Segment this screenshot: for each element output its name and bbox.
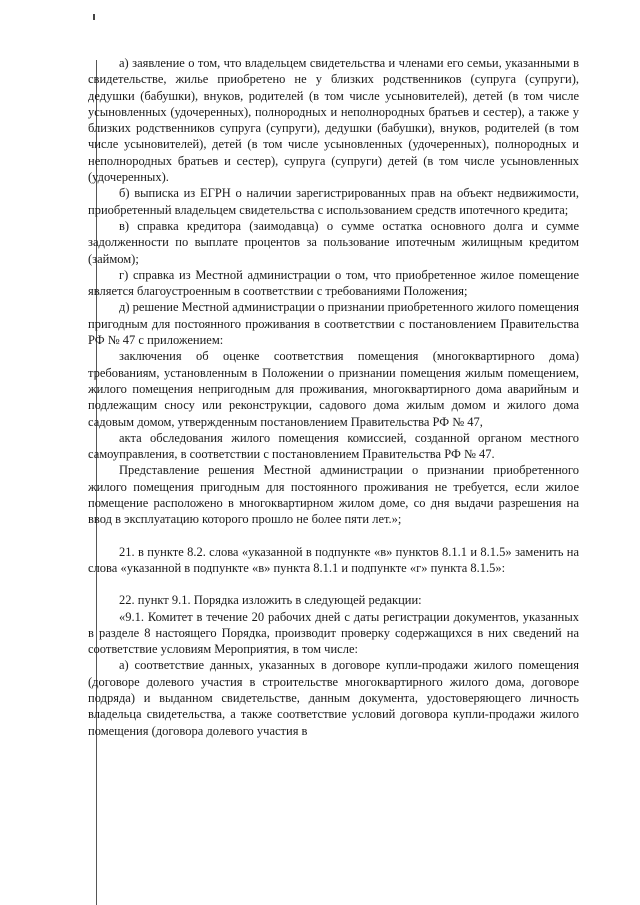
paragraph-9-1: «9.1. Комитет в течение 20 рабочих дней с даты регистрации документов, указанных в разделе 8 настоящего Порядка, производит проверку содержащихся в них сведений на соответствие условиям Мероприятия, в том числе: <box>88 609 579 657</box>
paragraph-assessment-conclusion: заключения об оценке соответствия помещения (многоквартирного дома) требованиям, установленным в Положении о признании помещения жилым помещением, жилого помещения непригодным для проживания, многоквартирного дома аварийным и подлежащим сносу или реконструкции, садового дома жилым домом и жилого дома садовым домом, утвержденным постановлением Правительства РФ № 47, <box>88 349 579 429</box>
scan-artifact-dot <box>93 14 95 20</box>
paragraph-decision-not-required: Представление решения Местной администрации о признании приобретенного жилого помещения пригодным для постоянного проживания не требуется, если жилое помещение расположено в многоквартирном жилом доме, со дня выдачи разрешения на ввод в эксплуатацию которого прошло не более пяти лет.»; <box>88 463 579 527</box>
paragraph-9-1-a: а) соответствие данных, указанных в договоре купли-продажи жилого помещения (договоре долевого участия в строительстве многоквартирного жилого дома, договоре подряда) и выданном свидетельстве, данным документа, удостоверяющего личность владельца свидетельства, а также соответствие условий договора купли-продажи жилого помещения (договора долевого участия в <box>88 658 579 738</box>
document-body <box>88 55 579 739</box>
paragraph-item-22: 22. пункт 9.1. Порядка изложить в следующей редакции: <box>119 593 422 608</box>
paragraph-b-egrn-extract: б) выписка из ЕГРН о наличии зарегистрированных прав на объект недвижимости, приобретенный владельцем свидетельства с использованием средств ипотечного кредита; <box>88 186 579 217</box>
paragraph-a-statement: а) заявление о том, что владельцем свидетельства и членами его семьи, указанными в свидетельстве, жилье приобретено не у близких родственников (супруга (супруги), дедушки (бабушки), внуков, родителей (в том числе усыновителей), детей (в том числе усыновленных (удочеренных), полнородных и неполнородных братьев и сестер), а также у близких родственников супруга (супруги), дедушки (бабушки), внуков, родителей (в том числе усыновителей), детей (в том числе усыновленных (удочеренных), полнородных и неполнородных братьев и сестер), супруга (супруги) детей (в том числе усыновленных (удочеренных). <box>88 56 579 185</box>
paragraph-item-21: 21. в пункте 8.2. слова «указанной в подпункте «в» пунктов 8.1.1 и 8.1.5» заменить на слова «указанной в подпункте «в» пункта 8.1.1 и подпункте «г» пункта 8.1.5»: <box>88 544 579 575</box>
paragraph-g-administration-certificate: г) справка из Местной администрации о том, что приобретенное жилое помещение является благоустроенным в соответствии с требованиями Положения; <box>88 267 579 299</box>
paragraph-d-administration-decision: д) решение Местной администрации о признании приобретенного жилого помещения пригодным для постоянного проживания в соответствии с постановлением Правительства РФ № 47 с приложением: <box>88 300 579 348</box>
paragraph-v-creditor-certificate: в) справка кредитора (заимодавца) о сумме остатка основного долга и сумме задолженности по выплате процентов за пользование ипотечным жилищным кредитом (займом); <box>88 218 579 266</box>
paragraph-inspection-act: акта обследования жилого помещения комиссией, созданной органом местного самоуправления, в соответствии с постановлением Правительства РФ № 47. <box>88 430 579 462</box>
